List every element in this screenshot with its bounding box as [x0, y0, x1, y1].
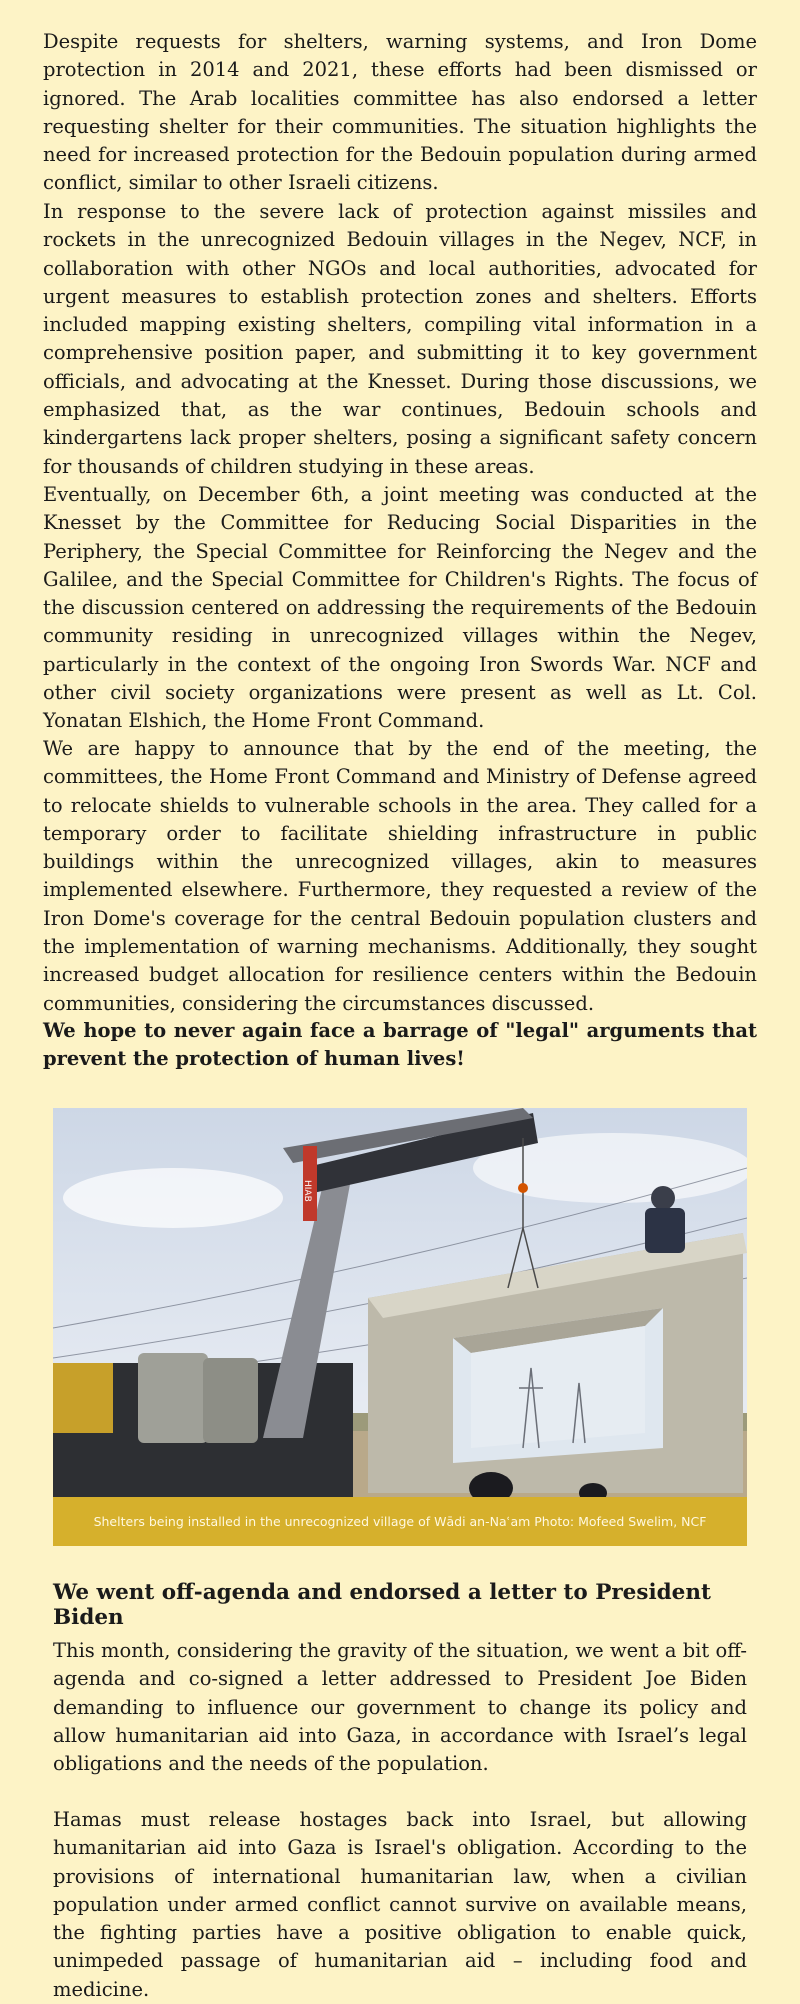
- paragraph-advocacy-efforts: In response to the severe lack of protection against missiles and rockets in the unrecognized Bedouin villages in the Negev, NCF, in collaboration with other NGOs and local authorities, advocated for urgent measures to establish protection zones and shelters. Efforts included mapping existing shelters, compiling vital information in a comprehensive position paper, and submitting it to key government officials, and advocating at the Knesset. During those discussions, we emphasized that, as the war continues, Bedouin schools and kindergartens lack proper shelters, posing a significant safety concern for thousands of children studying in these areas.: [43, 200, 757, 478]
- crane-label: HIAB: [302, 1180, 312, 1202]
- shelter-installation-photo: [53, 1108, 747, 1546]
- bold-statement: We hope to never again face a barrage of "legal" arguments that prevent the protection of human lives!: [43, 1019, 757, 1071]
- paragraph-knesset-meeting: Eventually, on December 6th, a joint meeting was conducted at the Knesset by the Committee for Reducing Social Disparities in the Periphery, the Special Committee for Reinforcing the Negev and the Galilee, and the Special Committee for Children's Rights. The focus of the discussion centered on addressing the requirements of the Bedouin community residing in unrecognized villages within the Negev, particularly in the context of the ongoing Iron Swords War. NCF and other civil society organizations were present as well as Lt. Col. Yonatan Elshich, the Home Front Command.: [43, 483, 757, 733]
- paragraph-biden-letter: This month, considering the gravity of the situation, we went a bit off-agenda and co-signed a letter addressed to President Joe Biden demanding to influence our government to change its policy and allow humanitarian aid into Gaza, in accordance with Israel’s legal obligations and the needs of the population.: [53, 1639, 747, 1776]
- paragraph-meeting-outcome: We are happy to announce that by the end of the meeting, the committees, the Home Front Command and Ministry of Defense agreed to relocate shields to vulnerable schools in the area. They called for a temporary order to facilitate shielding infrastructure in public buildings within the unrecognized villages, akin to measures implemented elsewhere. Furthermore, they requested a review of the Iron Dome's coverage for the central Bedouin population clusters and the implementation of warning mechanisms. Additionally, they sought increased budget allocation for resilience centers within the Bedouin communities, considering the circumstances discussed.: [43, 737, 757, 1015]
- paragraph-humanitarian-aid: Hamas must release hostages back into Israel, but allowing humanitarian aid into Gaza is Israel's obligation. According to the provisions of international humanitarian law, when a civilian population under armed conflict cannot survive on available means, the fighting parties have a positive obligation to enable quick, unimpeded passage of humanitarian aid – including food and medicine.: [53, 1808, 747, 2001]
- photo-image: [53, 1108, 747, 1497]
- paragraph-shelter-requests: Despite requests for shelters, warning systems, and Iron Dome protection in 2014 and 2021, these efforts had been dismissed or ignored. The Arab localities committee has also endorsed a letter requesting shelter for their communities. The situation highlights the need for increased protection for the Bedouin population during armed conflict, similar to other Israeli citizens.: [43, 30, 757, 195]
- photo-caption: Shelters being installed in the unrecognized village of Wādi an-Naʿam Photo: Mofeed Swelim, NCF: [53, 1497, 747, 1546]
- section-heading-biden-letter: We went off-agenda and endorsed a letter to President Biden: [53, 1580, 711, 1630]
